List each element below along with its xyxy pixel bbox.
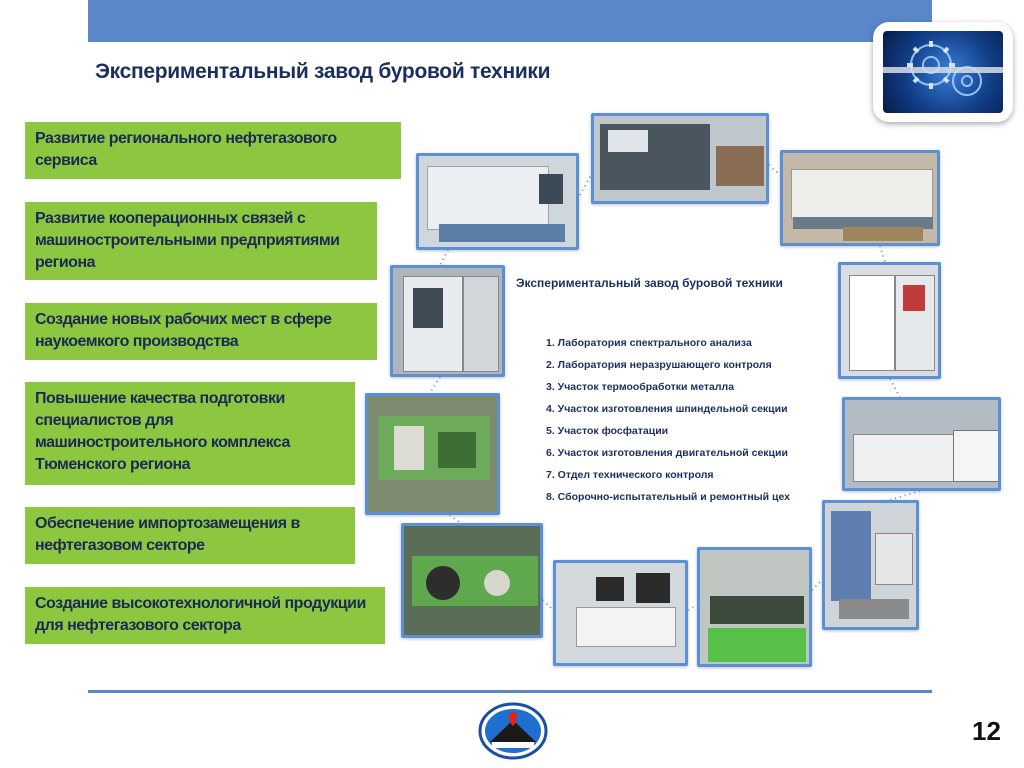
goal-box-3: Создание новых рабочих мест в сфере наукоемкого производства [25, 303, 377, 360]
center-title: Экспериментальный завод буровой техники [516, 276, 783, 290]
university-logo [478, 702, 548, 760]
goal-box-2: Развитие кооперационных связей с машиностроительными предприятиями региона [25, 202, 377, 280]
list-item: 4. Участок изготовления шпиндельной секции [546, 403, 788, 415]
list-item: 3. Участок термообработки металла [546, 381, 735, 393]
list-item: 2. Лаборатория неразрушающего контроля [546, 359, 772, 371]
list-item: 7. Отдел технического контроля [546, 469, 714, 481]
goal-box-5: Обеспечение импортозамещения в нефтегазовом секторе [25, 507, 355, 564]
list-item: 8. Сборочно-испытательный и ремонтный цех [546, 491, 790, 503]
list-item: 1. Лаборатория спектрального анализа [546, 337, 752, 349]
bottom-divider [88, 690, 932, 693]
list-item: 5. Участок фосфатации [546, 425, 669, 437]
goal-box-6: Создание высокотехнологичной продукции для нефтегазового сектора [25, 587, 385, 644]
list-item: 6. Участок изготовления двигательной секции [546, 447, 788, 459]
workshop-list [546, 332, 790, 508]
page-number: 12 [972, 716, 1001, 746]
goal-box-1: Развитие регионального нефтегазового сервиса [25, 122, 401, 179]
center-panel [510, 270, 840, 510]
goal-box-4: Повышение качества подготовки специалистов для машиностроительного комплекса Тюменского региона [25, 382, 355, 485]
page-title: Экспериментальный завод буровой техники [95, 60, 551, 83]
